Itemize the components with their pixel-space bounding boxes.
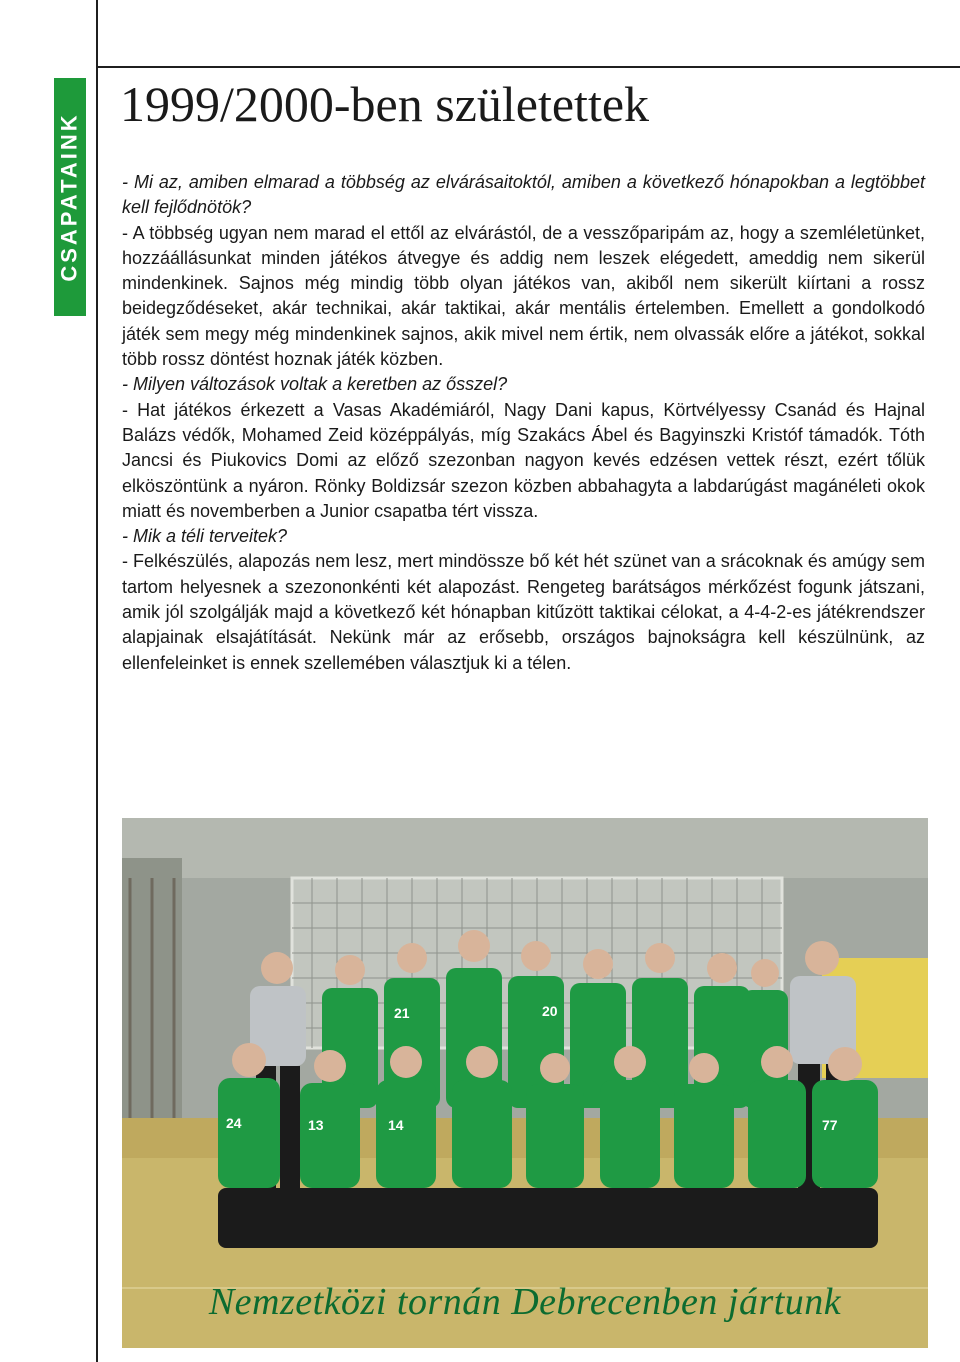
interview-answer: - Hat játékos érkezett a Vasas Akadémiáról, Nagy Dani kapus, Körtvélyessy Csanád és Hajnal Balázs védők, Mohamed Zeid középpályás, míg Szakács Ábel és Bagyinszki Kristóf támadók. Tóth Jancsi és Piukovics Domi az előző szezonban nagyon kevés edzésen vettek részt, ezért tőlük elköszöntünk a nyáron. Rönky Boldizsár szezon közben abbahagyta a labdarúgást magánéleti okok miatt és novemberben a Junior csapatba tért vissza.: [122, 399, 925, 521]
front-number: 77: [822, 1117, 838, 1133]
front-number: 24: [226, 1115, 242, 1131]
article-title: 1999/2000-ben születettek: [120, 76, 650, 132]
team-photo: [122, 818, 928, 1348]
vertical-rule: [96, 0, 98, 1362]
section-tab: [54, 78, 86, 316]
article-body: [122, 170, 925, 676]
interview-question: - Mi az, amiben elmarad a többség az elvárásaitoktól, amiben a következő hónapokban a legtöbbet kell fejlődnötök?: [122, 172, 925, 218]
interview-question: - Milyen változások voltak a keretben az ősszel?: [122, 374, 508, 395]
interview-question: - Mik a téli terveitek?: [122, 526, 288, 547]
photo-caption: Nemzetközi tornán Debrecenben jártunk: [208, 1281, 842, 1323]
back-number: 20: [542, 1003, 558, 1019]
section-label: CSAPATAINK: [57, 112, 83, 282]
interview-answer: - A többség ugyan nem marad el ettől az elvárástól, de a vesszőparipám az, hogy a szemléletünket, hozzáállásunkat minden játékos átvegye és addig nem leszek elégedett, ameddig nem sikerül mindenkinek. Sajnos még mindig több olyan játékos van, akiből nem sikerült kiírtani a rossz beidegződéseket, akár technikai, akár taktikai, akár mentális értelemben. Emellett a gondolkodó játék sem megy még mindenkinek sajnos, akik mivel nem értik, nem olvassák előre a játékot, sokkal több rossz döntést hoznak játék közben.: [122, 222, 925, 370]
front-number: 13: [308, 1117, 324, 1133]
back-number: 21: [394, 1005, 410, 1021]
interview-answer: - Felkészülés, alapozás nem lesz, mert mindössze bő két hét szünet van a srácoknak és amúgy sem tartom helyesnek a szezononkénti két alapozást. Rengeteg barátságos mérkőzést fogunk játszani, amik jól szolgálják majd a következő két hónapban kitűzött taktikai célokat, a 4-4-2-es játékrendszer alapjainak elsajátítását. Nekünk már az erősebb, országos bajnokságra kell készülnünk, az ellenfeleinket is ennek szellemében választjuk ki a télen.: [122, 551, 925, 673]
header-rule: [96, 66, 960, 68]
team-photo-illustration: [122, 818, 928, 1348]
front-number: 14: [388, 1117, 404, 1133]
